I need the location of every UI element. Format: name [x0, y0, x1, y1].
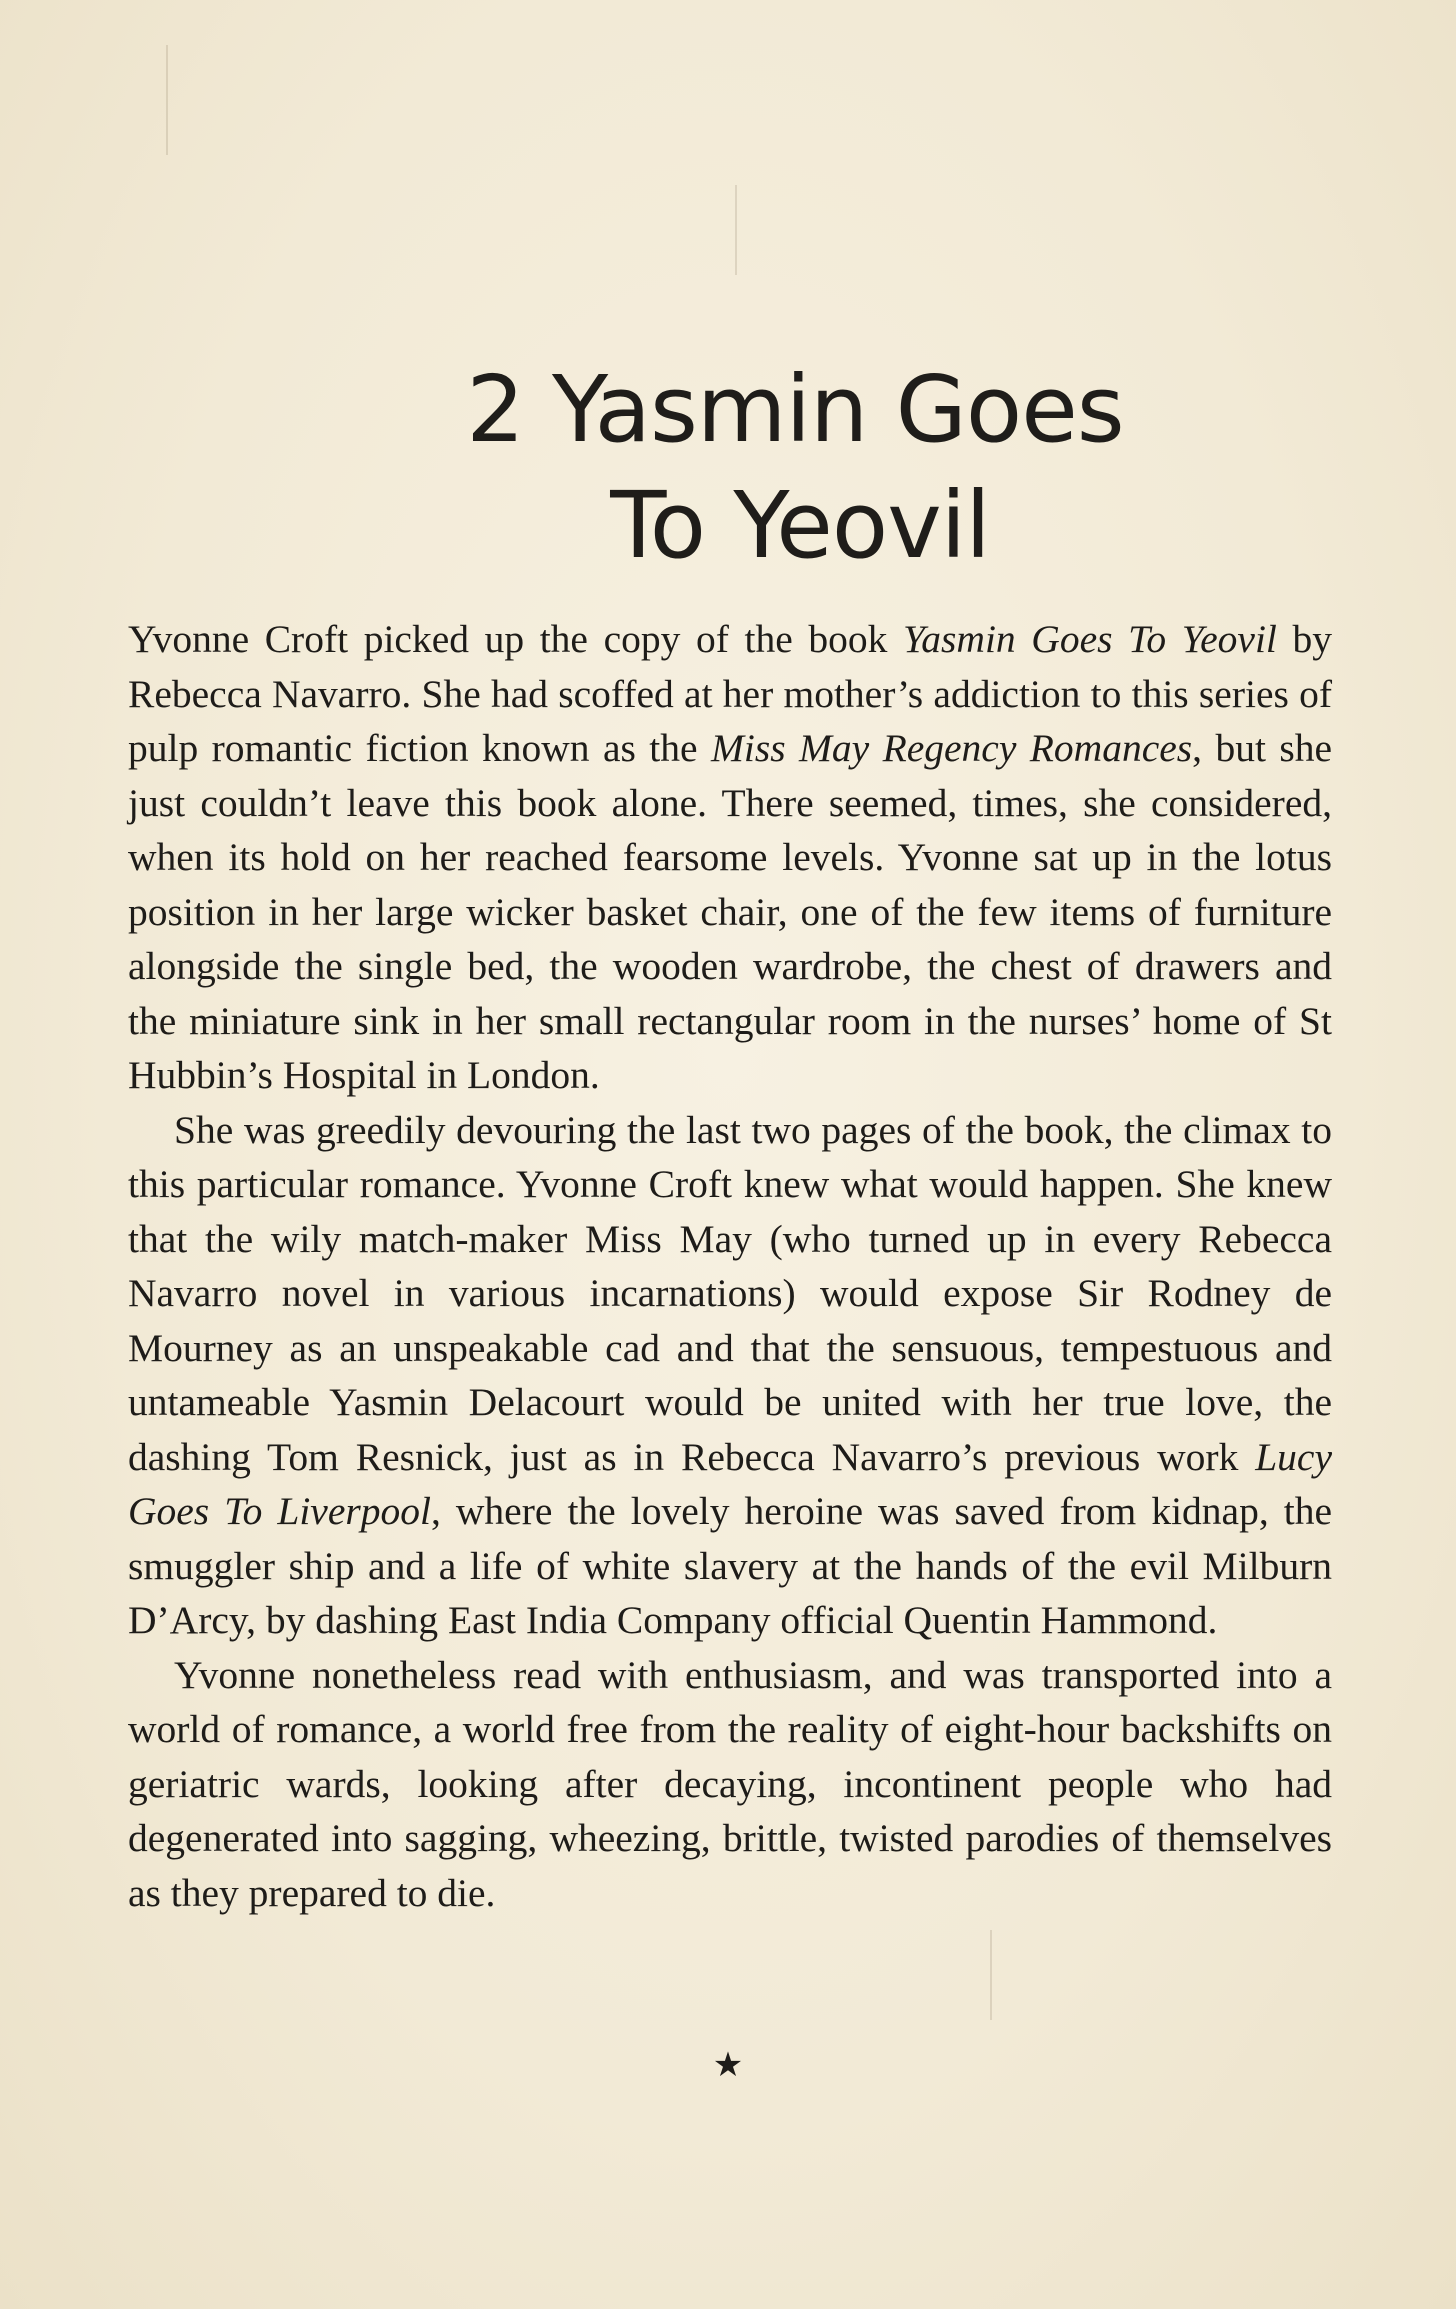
chapter-body [128, 612, 1332, 1920]
book-title-italic: Yasmin Goes To Yeovil [902, 617, 1277, 661]
text-run: , but she just couldn’t leave this book alone. There seemed, times, she considered, when its hold on her reached fearsome levels. Yvonne sat up in the lotus position in her large wicker basket chair, one of the few items of furniture alongside the single bed, the wooden wardrobe, the chest of drawers and the miniature sink in her small rectangular room in the nurses’ home of St Hubbin’s Hospital in London. [128, 726, 1332, 1097]
show-through-mark [990, 1930, 992, 2020]
text-run: , where the lovely heroine was saved from kidnap, the smuggler ship and a life of white slavery at the hands of the evil Milburn D’Arcy, by dashing East India Company official Quentin Hammond. [128, 1489, 1333, 1642]
show-through-mark [166, 45, 168, 155]
chapter-title [300, 352, 1300, 584]
book-title-italic: Lucy Goes To Liverpool [128, 1434, 1332, 1533]
series-title-italic: Miss May Regency Romances [710, 726, 1193, 770]
scene-break-star: ★ [712, 2045, 744, 2085]
text-run: by Rebecca Navarro. She had scoffed at her mother’s addiction to this series of pulp romantic fiction known as the [128, 617, 1333, 770]
chapter-title-line-1: 2 Yasmin Goes [466, 355, 1124, 463]
show-through-mark [735, 185, 737, 275]
text-run: Yvonne Croft picked up the copy of the book [128, 617, 903, 661]
paragraph [128, 1648, 1332, 1921]
text-run: Yvonne nonetheless read with enthusiasm, and was transported into a world of romance, a world free from the reality of eight-hour backshifts on geriatric wards, looking after decaying, incontinent people who had degenerated into sagging, wheezing, brittle, twisted parodies of themselves as they prepared to die. [128, 1652, 1332, 1915]
text-run: She was greedily devouring the last two pages of the book, the climax to this particular romance. Yvonne Croft knew what would happen. She knew that the wily match-maker Miss May (who turned up in every Rebecca Navarro novel in various incarnations) would expose Sir Rodney de Mourney as an unspeakable cad and that the sensuous, tempestuous and untameable Yasmin Delacourt would be united with her true love, the dashing Tom Resnick, just as in Rebecca Navarro’s previous work [128, 1107, 1332, 1479]
chapter-title-line-2: To Yeovil [610, 471, 990, 579]
paragraph [128, 1103, 1332, 1648]
paragraph [128, 612, 1332, 1103]
